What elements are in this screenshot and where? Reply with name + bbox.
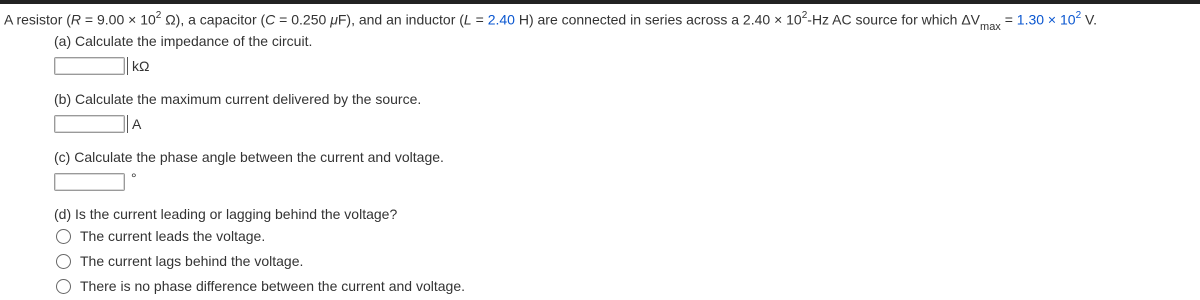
- part-b-answer-row: [54, 115, 421, 133]
- part-a-answer-row: [54, 57, 312, 75]
- exponent: 2: [801, 10, 808, 21]
- option-label: The current leads the voltage.: [80, 228, 266, 244]
- voltage-exponent: 2: [1075, 10, 1082, 21]
- problem-text: =: [1000, 11, 1017, 28]
- degree-unit: °: [131, 170, 137, 186]
- part-a-question: (a) Calculate the impedance of the circuit.: [54, 33, 313, 49]
- part-c: [54, 149, 444, 191]
- part-d: [54, 206, 465, 294]
- part-c-question: (c) Calculate the phase angle between the current and voltage.: [54, 149, 444, 165]
- top-rule: [0, 0, 1200, 4]
- radio-button[interactable]: [56, 229, 71, 244]
- problem-text: = 0.250: [275, 11, 331, 28]
- problem-text: =: [471, 11, 488, 28]
- inductance-value: 2.40: [487, 11, 515, 28]
- problem-text: V.: [1081, 11, 1097, 28]
- phase-angle-input[interactable]: [54, 173, 125, 191]
- resistance-symbol: R: [70, 11, 82, 28]
- problem-text: Ω), a capacitor (: [161, 11, 266, 28]
- part-c-answer-row: [54, 170, 444, 191]
- problem-text: = 9.00 × 10: [81, 11, 156, 28]
- part-b-question: (b) Calculate the maximum current delivered by the source.: [54, 91, 422, 107]
- problem-text: F), and an inductor (: [337, 11, 464, 28]
- radio-option-lags[interactable]: [54, 253, 465, 269]
- option-label: There is no phase difference between the current and voltage.: [80, 278, 465, 294]
- current-unit: A: [127, 115, 145, 133]
- exponent: 2: [155, 10, 162, 21]
- problem-text: -Hz AC source for which ΔV: [807, 11, 981, 28]
- part-b: [54, 91, 421, 133]
- option-label: The current lags behind the voltage.: [80, 253, 304, 269]
- max-current-input[interactable]: [54, 115, 125, 133]
- part-d-question: (d) Is the current leading or lagging behind the voltage?: [54, 206, 398, 222]
- radio-button[interactable]: [56, 254, 71, 269]
- capacitance-symbol: C: [265, 11, 276, 28]
- impedance-input[interactable]: [54, 57, 125, 75]
- inductance-symbol: L: [463, 11, 472, 28]
- radio-option-leads[interactable]: [54, 228, 465, 244]
- problem-statement: [4, 8, 1097, 31]
- impedance-unit: kΩ: [127, 57, 153, 75]
- radio-option-no-difference[interactable]: [54, 278, 465, 294]
- problem-text: H) are connected in series across a 2.40 × 10: [514, 11, 802, 28]
- part-a: [54, 33, 312, 75]
- problem-text: A resistor (: [4, 11, 71, 28]
- voltage-value: 1.30 × 10: [1016, 11, 1076, 28]
- radio-button[interactable]: [56, 279, 71, 294]
- subscript-max: max: [980, 20, 1001, 33]
- micro-symbol: μ: [330, 11, 338, 28]
